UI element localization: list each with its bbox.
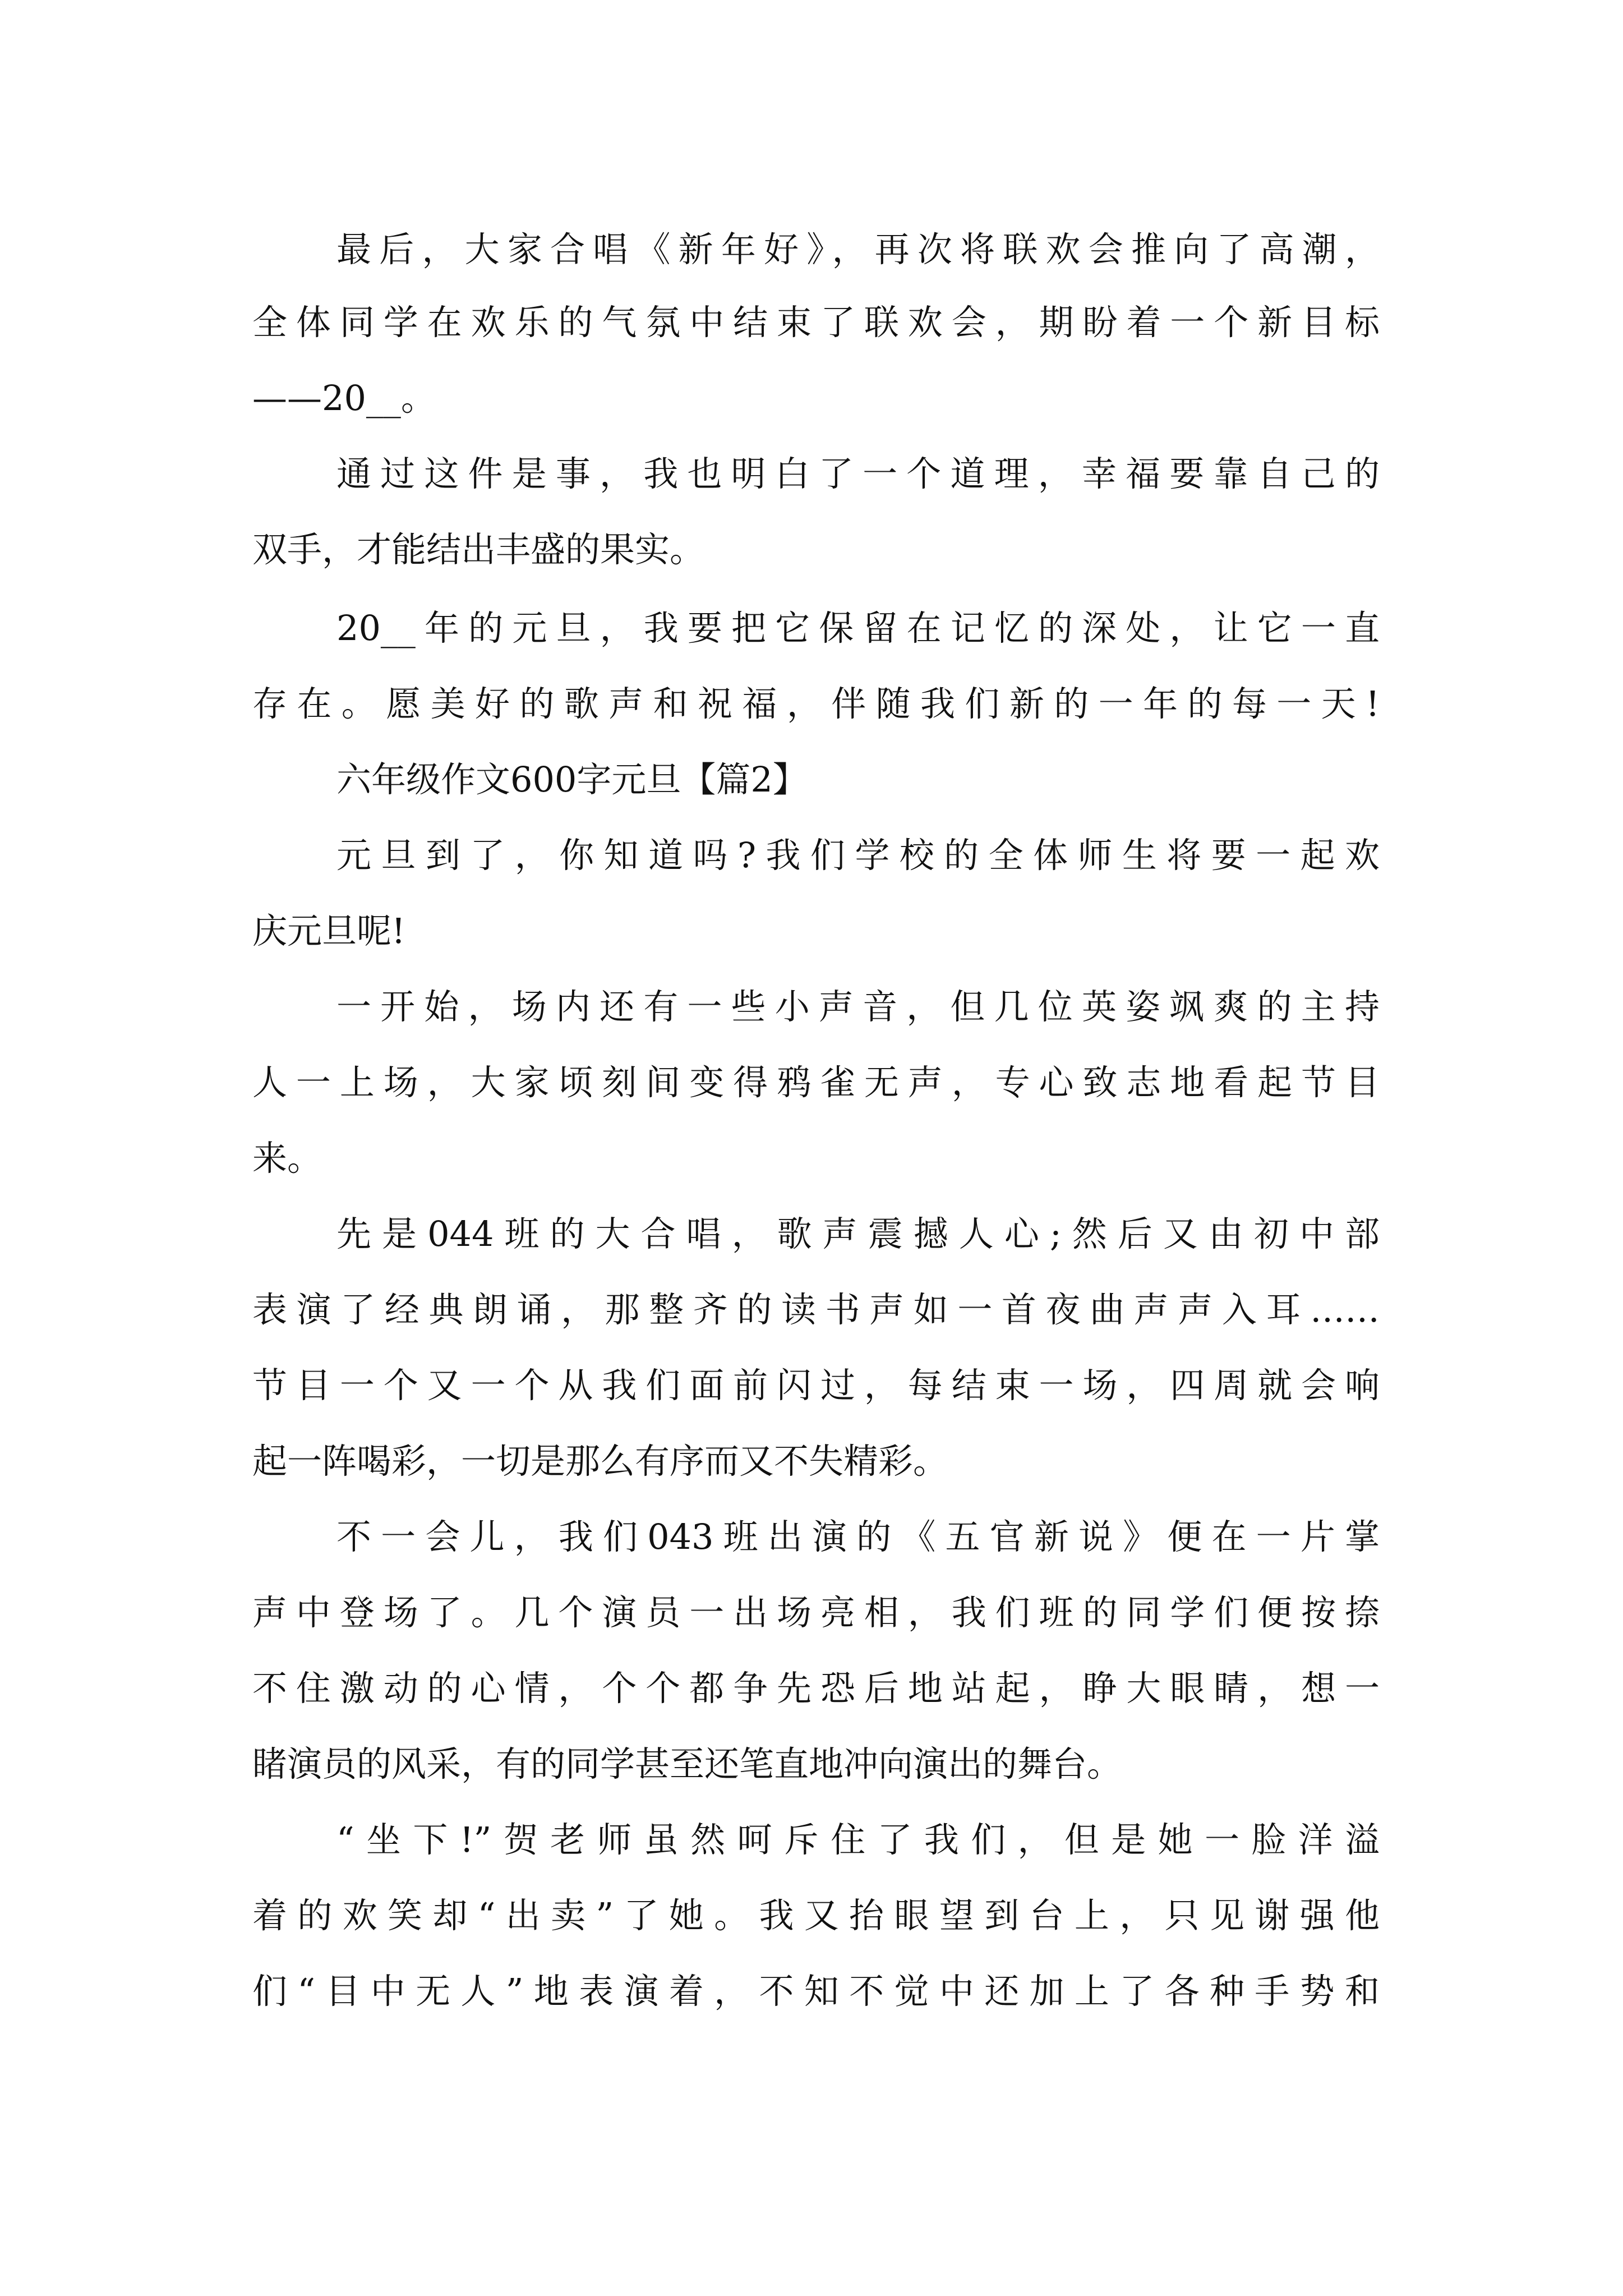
text-line: 不一会儿，我们043班出演的《五官新说》便在一片掌 — [336, 1516, 1380, 1557]
text-line: 表演了经典朗诵，那整齐的读书声如一首夜曲声声入耳…… — [252, 1289, 1380, 1330]
text-line: 存在。愿美好的歌声和祝福，伴随我们新的一年的每一天! — [252, 683, 1380, 724]
text-line: 先是044班的大合唱，歌声震撼人心;然后又由初中部 — [336, 1213, 1380, 1254]
text-line: 一开始，场内还有一些小声音，但几位英姿飒爽的主持 — [336, 986, 1380, 1027]
text-line: 起一阵喝彩，一切是那么有序而又不失精彩。 — [252, 1441, 948, 1481]
text-line: 来。 — [252, 1138, 322, 1179]
text-line: 元旦到了，你知道吗?我们学校的全体师生将要一起欢 — [336, 835, 1380, 876]
text-line: 双手，才能结出丰盛的果实。 — [252, 529, 705, 570]
text-line: ——20__。 — [252, 378, 436, 418]
text-line: 不住激动的心情，个个都争先恐后地站起，睁大眼睛，想一 — [252, 1668, 1380, 1709]
text-line: 全体同学在欢乐的气氛中结束了联欢会，期盼着一个新目标 — [252, 302, 1380, 343]
text-line: 人一上场，大家顷刻间变得鸦雀无声，专心致志地看起节目 — [252, 1062, 1380, 1103]
section-heading: 六年级作文600字元旦【篇2】 — [336, 759, 808, 800]
text-line: 们“目中无人”地表演着，不知不觉中还加上了各种手势和 — [252, 1971, 1380, 2012]
text-line: “坐下!”贺老师虽然呵斥住了我们，但是她一脸洋溢 — [336, 1819, 1380, 1860]
text-line: 庆元旦呢! — [252, 910, 405, 951]
text-line: 通过这件是事，我也明白了一个道理，幸福要靠自己的 — [336, 453, 1380, 494]
text-line: 着的欢笑却“出卖”了她。我又抬眼望到台上，只见谢强他 — [252, 1895, 1380, 1936]
text-line: 声中登场了。几个演员一出场亮相，我们班的同学们便按捺 — [252, 1592, 1380, 1633]
text-line: 睹演员的风采，有的同学甚至还笔直地冲向演出的舞台。 — [252, 1743, 1122, 1784]
text-line: 最后，大家合唱《新年好》，再次将联欢会推向了高潮， — [336, 229, 1380, 270]
text-line: 节目一个又一个从我们面前闪过，每结束一场，四周就会响 — [252, 1365, 1380, 1406]
text-line: 20__年的元旦，我要把它保留在记忆的深处，让它一直 — [336, 608, 1380, 648]
